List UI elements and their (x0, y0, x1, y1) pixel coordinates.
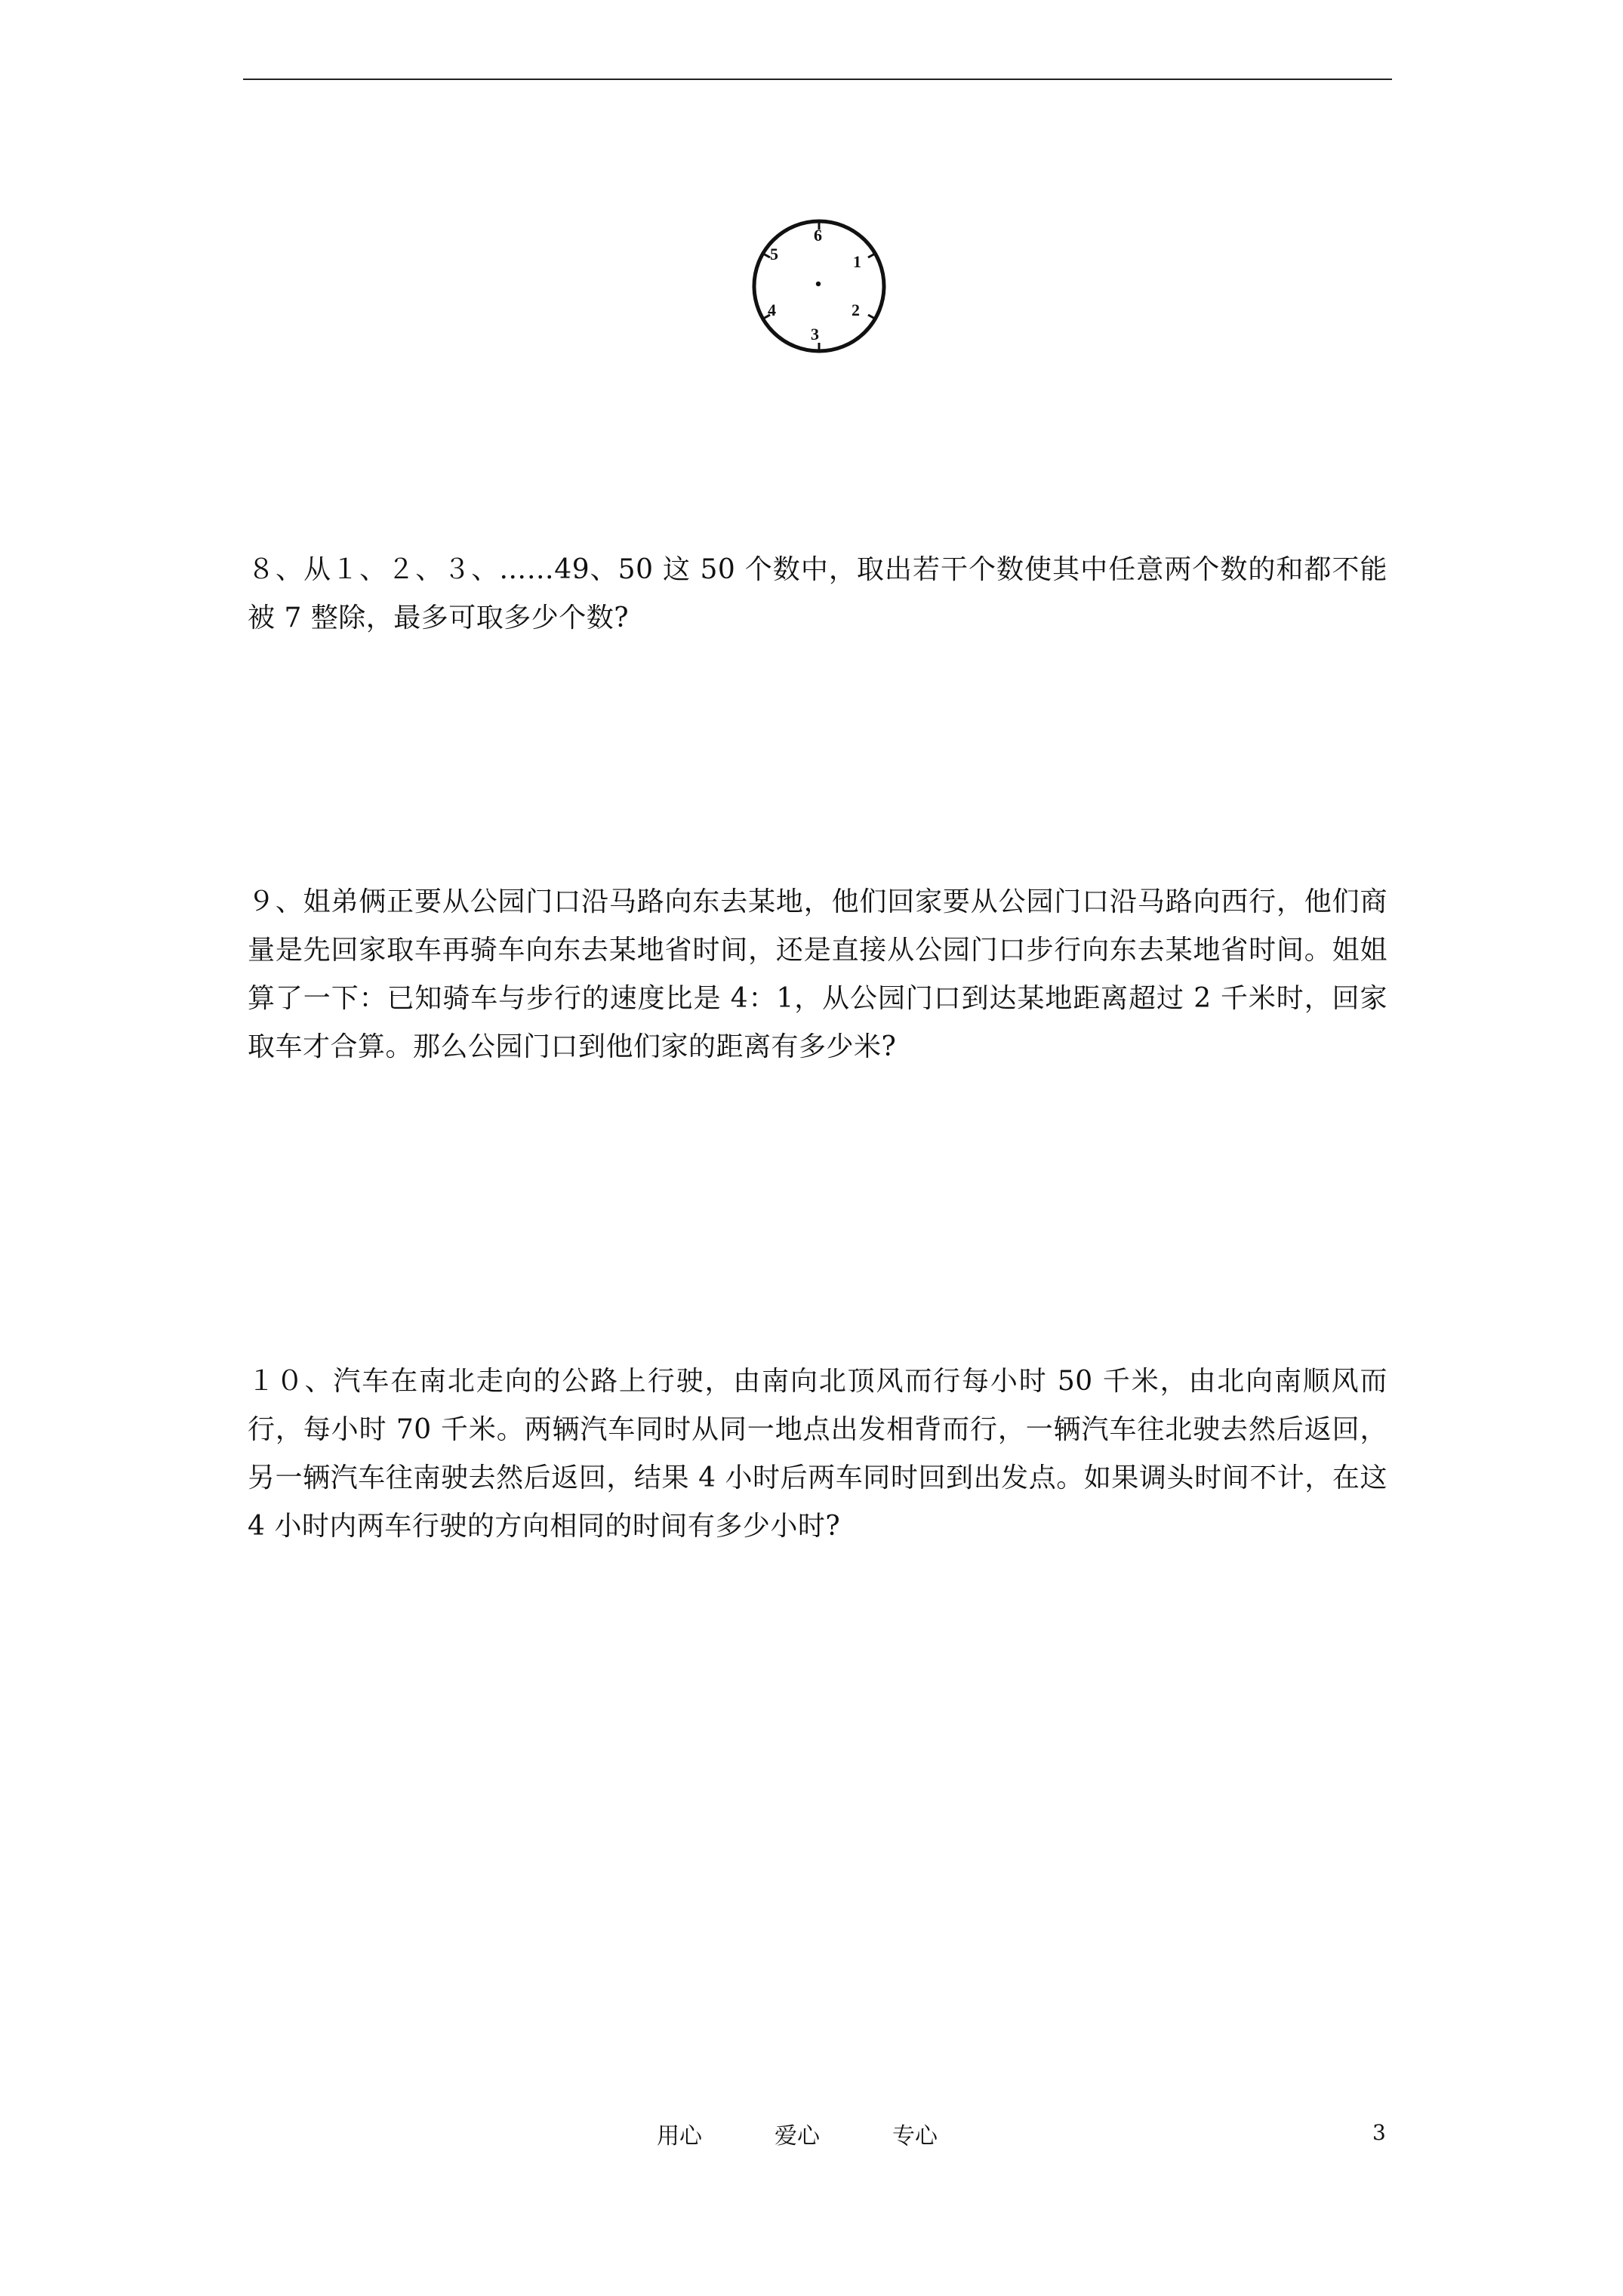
dial-center-dot (816, 282, 821, 286)
number-dial-figure (747, 214, 891, 358)
dial-label-2: 2 (852, 300, 860, 319)
page-number: 3 (1372, 2120, 1386, 2145)
dial-label-6: 6 (814, 226, 822, 245)
footer-motto-item: 用心 (657, 2123, 702, 2150)
dial-label-1: 1 (853, 252, 861, 271)
footer-motto (657, 2117, 938, 2150)
problem-10: １０、汽车在南北走向的公路上行驶，由南向北顶风而行每小时 50 千米，由北向南顺风而行，每小时 70 千米。两辆汽车同时从同一地点出发相背而行，一辆汽车往北驶去然后返回，另一辆汽车往南驶去然后返回，结果 4 小时后两车同时回到出发点。如果调头时间不计，在这 4 小时内两车行驶的方向相同的时间有多少小时? (248, 1366, 1387, 1542)
dial-tick-2 (868, 315, 875, 319)
header-rule (243, 79, 1392, 80)
footer-motto-item: 专心 (892, 2123, 938, 2150)
dial-label-3: 3 (811, 325, 819, 344)
dial-svg (747, 214, 891, 358)
dial-tick-1 (868, 254, 875, 257)
problem-9: ９、姐弟俩正要从公园门口沿马路向东去某地，他们回家要从公园门口沿马路向西行，他们商量是先回家取车再骑车向东去某地省时间，还是直接从公园门口步行向东去某地省时间。姐姐算了一下：已知骑车与步行的速度比是 4：1，从公园门口到达某地距离超过 2 千米时，回家取车才合算。那么公园门口到他们家的距离有多少米? (248, 886, 1387, 1062)
problem-8: ８、从１、２、３、……49、50 这 50 个数中，取出若干个数使其中任意两个数的和都不能被 7 整除，最多可取多少个数? (248, 554, 1387, 633)
page-footer (0, 2117, 1623, 2150)
dial-label-5: 5 (770, 245, 778, 264)
dial-tick-5 (763, 254, 770, 257)
dial-label-4: 4 (768, 300, 776, 319)
footer-motto-item: 爱心 (775, 2123, 820, 2150)
